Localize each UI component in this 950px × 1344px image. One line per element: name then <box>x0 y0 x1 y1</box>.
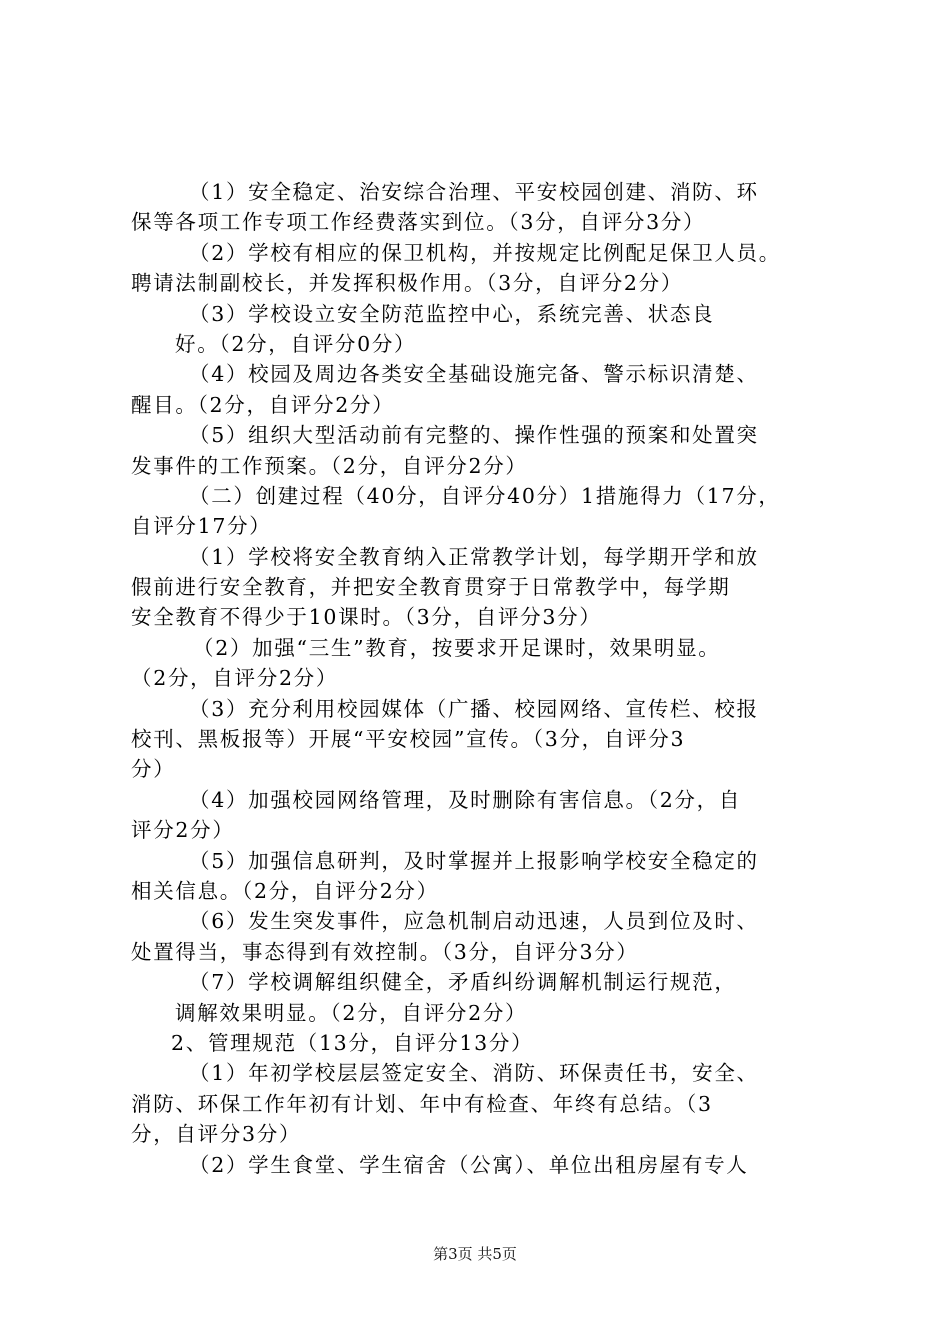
text-line: （5）组织大型活动前有完整的、操作性强的预案和处置突 <box>189 423 759 448</box>
text-line: 自评分17分） <box>131 514 272 539</box>
page-number-footer: 第3页 共5页 <box>433 1245 517 1263</box>
text-line: （1）年初学校层层签定安全、消防、环保责任书，安全、 <box>189 1061 759 1086</box>
text-line: （7）学校调解组织健全，矛盾纠纷调解机制运行规范， <box>189 970 737 995</box>
text-line: （1）学校将安全教育纳入正常教学计划，每学期开学和放 <box>189 544 759 569</box>
text-line: （4）校园及周边各类安全基础设施完备、警示标识清楚、 <box>189 362 759 387</box>
text-line: 保等各项工作专项工作经费落实到位。（3分，自评分3分） <box>131 210 706 235</box>
text-line: （5）加强信息研判，及时掌握并上报影响学校安全稳定的 <box>189 848 759 873</box>
text-line: 2、管理规范（13分，自评分13分） <box>171 1030 534 1055</box>
text-line: 分，自评分3分） <box>131 1122 302 1147</box>
text-line: 相关信息。（2分，自评分2分） <box>131 878 439 903</box>
text-line: 好。（2分，自评分0分） <box>175 331 417 356</box>
text-line: 处置得当，事态得到有效控制。（3分，自评分3分） <box>131 939 639 964</box>
text-line: （2）加强“三生”教育，按要求开足课时，效果明显。 <box>193 635 721 660</box>
text-line: （3）学校设立安全防范监控中心，系统完善、状态良 <box>189 301 715 326</box>
text-line: （6）发生突发事件，应急机制启动迅速，人员到位及时、 <box>189 909 759 934</box>
text-line: （3）充分利用校园媒体（广播、校园网络、宣传栏、校报 <box>189 696 759 721</box>
text-line: （二）创建过程（40分，自评分40分）1措施得力（17分， <box>189 483 781 508</box>
text-line: 分） <box>131 757 176 782</box>
text-line: 醒目。（2分，自评分2分） <box>131 392 395 417</box>
text-line: 消防、环保工作年初有计划、年中有检查、年终有总结。（3 <box>131 1091 713 1116</box>
text-line: （2分，自评分2分） <box>131 666 339 691</box>
text-line: （4）加强校园网络管理，及时删除有害信息。（2分，自 <box>189 787 742 812</box>
document-body <box>131 177 851 1180</box>
text-line: 校刊、黑板报等）开展“平安校园”宣传。（3分，自评分3 <box>131 727 686 752</box>
text-line: 安全教育不得少于10课时。（3分，自评分3分） <box>131 605 602 630</box>
text-line: （2）学生食堂、学生宿舍（公寓）、单位出租房屋有专人 <box>189 1152 749 1177</box>
text-line: 评分2分） <box>131 818 235 843</box>
text-line: （1）安全稳定、治安综合治理、平安校园创建、消防、环 <box>189 180 759 204</box>
text-line: 假前进行安全教育，并把安全教育贯穿于日常教学中，每学期 <box>131 575 731 600</box>
text-line: 发事件的工作预案。（2分，自评分2分） <box>131 453 528 478</box>
text-line: （2）学校有相应的保卫机构，并按规定比例配足保卫人员。 <box>189 240 781 265</box>
text-line: 调解效果明显。（2分，自评分2分） <box>175 1000 528 1025</box>
text-line: 聘请法制副校长，并发挥积极作用。（3分，自评分2分） <box>131 271 684 296</box>
